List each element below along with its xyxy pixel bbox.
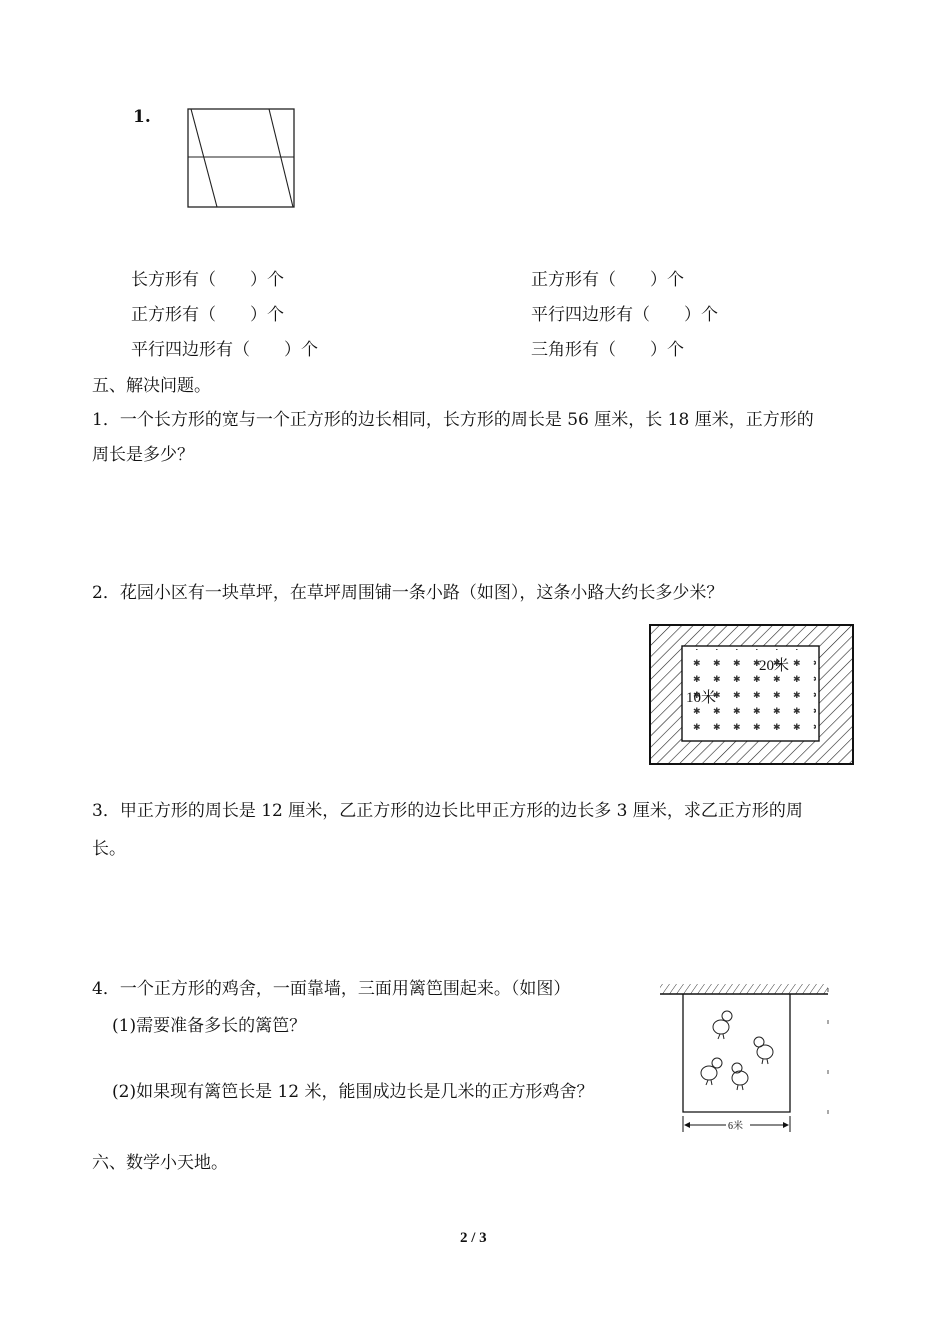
section5-heading: 五、解决问题。 bbox=[92, 376, 211, 396]
q5-1-line2: 周长是多少？ bbox=[92, 445, 194, 465]
q5-2-text: 2．花园小区有一块草坪，在草坪周围铺一条小路（如图），这条小路大约长多少米？ bbox=[92, 583, 724, 603]
q5-1-line1: 1．一个长方形的宽与一个正方形的边长相同，长方形的周长是 56 厘米，长 18 厘米，正方形的 bbox=[92, 410, 814, 430]
chick-icon bbox=[732, 1063, 748, 1090]
count-squares-left: 正方形有（ ）个 bbox=[131, 305, 284, 325]
lawn-width-label: 10米 bbox=[686, 690, 717, 706]
q5-4-sub2: (2)如果现有篱笆长是 12 米，能围成边长是几米的正方形鸡舍？ bbox=[112, 1082, 594, 1102]
chicken-coop-figure bbox=[658, 980, 838, 1140]
q5-4-sub1: (1)需要准备多长的篱笆？ bbox=[112, 1016, 307, 1036]
chick-icon bbox=[754, 1037, 773, 1064]
chick-icon bbox=[713, 1011, 732, 1039]
count-parallelograms-left: 平行四边形有（ ）个 bbox=[131, 340, 318, 360]
q1-number: 1. bbox=[133, 107, 151, 127]
q5-4-text: 4．一个正方形的鸡舍，一面靠墙，三面用篱笆围起来。（如图） bbox=[92, 979, 571, 999]
q5-3-line2: 长。 bbox=[92, 839, 126, 859]
count-triangles: 三角形有（ ）个 bbox=[531, 340, 684, 360]
lawn-path-figure bbox=[649, 624, 855, 766]
count-squares-right: 正方形有（ ）个 bbox=[531, 270, 684, 290]
page-number: 2 / 3 bbox=[460, 1230, 487, 1246]
count-rectangles: 长方形有（ ）个 bbox=[131, 270, 284, 290]
lawn-length-label: 20米 bbox=[759, 658, 790, 674]
q1-figure bbox=[187, 108, 297, 210]
chick-icon bbox=[701, 1058, 722, 1085]
q5-3-line1: 3．甲正方形的周长是 12 厘米，乙正方形的边长比甲正方形的边长多 3 厘米，求乙正方形的周 bbox=[92, 801, 803, 821]
section6-heading: 六、数学小天地。 bbox=[92, 1153, 228, 1173]
count-parallelograms-right: 平行四边形有（ ）个 bbox=[531, 305, 718, 325]
coop-side-label: 6米 bbox=[728, 1121, 743, 1132]
